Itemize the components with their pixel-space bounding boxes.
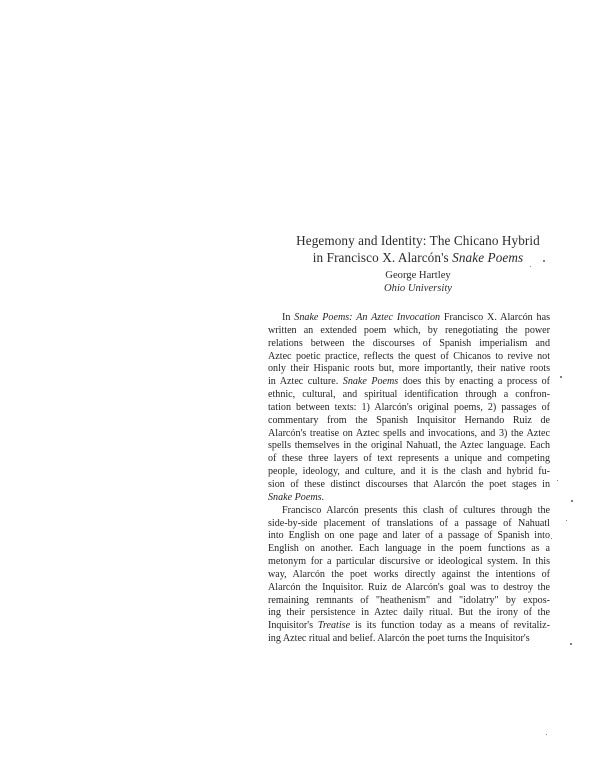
text-line: Snake Poems. [268, 491, 325, 503]
text-line: way, Alarcón the poet works directly against the intentions of [268, 568, 550, 580]
scan-speck [530, 266, 531, 267]
text-line: only their Hispanic roots but, more importantly, their native roots [268, 363, 550, 375]
work-title-italic: Snake Poems [342, 376, 399, 388]
work-title-italic: Snake Poems [268, 491, 322, 503]
text-line: relations between the discourses of Spanish imperialism and [268, 337, 550, 349]
scan-speck [543, 260, 545, 262]
scan-speck [571, 500, 573, 502]
text-line: sion of these distinct discourses that Alarcón the poet stages in [268, 478, 550, 490]
text-line: into English on one page and later of a passage of Spanish into [268, 530, 550, 542]
title-line-2: in Francisco X. Alarcón's Snake Poems [312, 250, 524, 265]
work-title-italic: Snake Poems [452, 250, 524, 265]
text-line: in Aztec culture. Snake Poems does this by enacting a process of [268, 376, 550, 388]
text-line: spells themselves in the original Nahuatl, the Aztec language. Each [268, 440, 550, 452]
text-line: remaining remnants of "heathenism" and "idolatry" by expos- [268, 594, 550, 606]
scan-speck [560, 376, 562, 378]
text-line: people, ideology, and culture, and it is the clash and hybrid fu- [268, 466, 550, 478]
work-title-italic: Snake Poems: An Aztec Invocation [294, 312, 441, 323]
text-line: tation between texts: 1) Alarcón's original poems, 2) passages of [268, 401, 550, 413]
text-line: Aztec poetic practice, reflects the quest of Chicanos to revive not [268, 350, 550, 362]
scan-speck [570, 643, 572, 645]
article-body [268, 312, 550, 646]
text-line: metonym for a particular discursive or ideological system. In this [268, 556, 550, 568]
title-line-1: Hegemony and Identity: The Chicano Hybrid [296, 233, 540, 248]
text-line: English on another. Each language in the poem functions as a [268, 543, 550, 555]
author-name: George Hartley [385, 270, 451, 281]
text-line: Alarcón the Inquisitor. Ruiz de Alarcón's goal was to destroy the [268, 581, 550, 593]
text-line: ethnic, cultural, and spiritual identification through a confron- [268, 389, 550, 401]
text-line: ing their persistence in Aztec daily ritual. But the irony of the [268, 607, 550, 619]
article-title [268, 232, 568, 266]
text-line: commentary from the Spanish Inquisitor Hernando Ruiz de [268, 414, 550, 426]
text-line: Francisco Alarcón presents this clash of cultures through the [282, 504, 550, 516]
scan-speck [551, 538, 552, 539]
work-title-italic: Treatise [317, 620, 351, 632]
text-line: In Snake Poems: An Aztec Invocation Francisco X. Alarcón has [282, 312, 550, 323]
scan-speck [566, 520, 567, 521]
text-line: side-by-side placement of translations of a passage of Nahuatl [268, 517, 550, 529]
text-line: of these three layers of text represents a unique and competing [268, 453, 550, 465]
text-line: Inquisitor's Treatise is its function today as a means of revitaliz- [268, 620, 550, 632]
scan-speck [546, 734, 547, 735]
author-affiliation: Ohio University [384, 282, 452, 294]
author-block [268, 270, 568, 295]
text-line: ing Aztec ritual and belief. Alarcón the poet turns the Inquisitor's [268, 633, 530, 645]
text-line: written an extended poem which, by renegotiating the power [268, 324, 550, 336]
scan-speck [557, 480, 558, 481]
text-line: Alarcón's treatise on Aztec spells and invocations, and 3) the Aztec [268, 427, 550, 439]
